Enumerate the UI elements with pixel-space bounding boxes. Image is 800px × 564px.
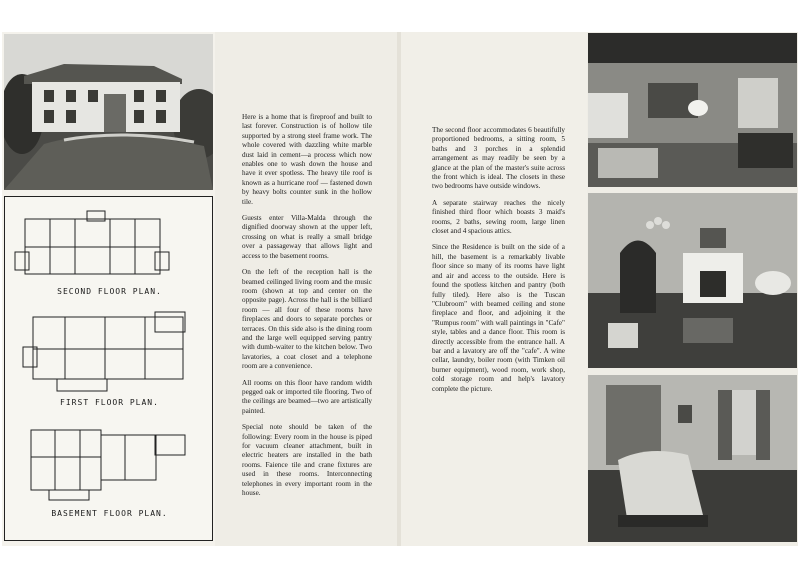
center-fold bbox=[397, 32, 401, 546]
first-floor-plan-label: FIRST FLOOR PLAN. bbox=[60, 398, 159, 407]
floor-plans bbox=[4, 196, 213, 541]
text-column-one bbox=[242, 113, 372, 505]
text-column-two bbox=[432, 126, 565, 401]
paragraph: All rooms on this floor have random width pegged oak or imported tile flooring. Two of the ceilings are beamed—two are artistically painted. bbox=[242, 378, 372, 415]
paragraph: On the left of the reception hall is the beamed ceilinged living room and the music room (shown at top and center on the opposite page). Across the hall is the billiard room — all four of these rooms have fireplaces and doors to separate porches or terraces. On this side also is the dining room and the large well equipped serving pantry with dumb-waiter to the kitchen below. Two lavatories, a coat closet and a telephone room are a convenience. bbox=[242, 268, 372, 371]
living-room-photo bbox=[588, 33, 797, 187]
paragraph: Special note should be taken of the following: Every room in the house is piped for vacuum cleaner attachment, built in electric heaters are installed in the bath rooms. Faience tile and crane fixtures are used in these rooms. Interconnecting telephones in every important room in the house. bbox=[242, 423, 372, 498]
basement-floor-plan-label: BASEMENT FLOOR PLAN. bbox=[51, 509, 168, 518]
house-exterior-photo bbox=[4, 34, 213, 190]
paragraph: Guests enter Villa-Malda through the dignified doorway shown at the upper left, crossing on what is really a small bridge over a passageway that allows light and access to the basement rooms. bbox=[242, 214, 372, 260]
paragraph: A separate stairway reaches the nicely finished third floor which boasts 3 maid's rooms, 2 baths, sewing room, large linen closet and 4 spacious attics. bbox=[432, 198, 565, 236]
music-room-photo bbox=[588, 193, 797, 368]
second-floor-plan-label: SECOND FLOOR PLAN. bbox=[57, 287, 162, 296]
bedroom-photo bbox=[588, 375, 797, 542]
paragraph: Since the Residence is built on the side of a hill, the basement is a remarkably livable floor since so many of its rooms have light and air and access to the outside. Here is found the spotless kitchen and pantry (both fully tiled). Here also is the Tuscan "Clubroom" with beamed ceiling and stone fireplace and floor, and adjoining it the "Rumpus room" with wall paintings in "Cafe" style, tables and a dance floor. This room is directly accessible from the entrance hall. A bar and a lavatory are off the "cafe". A wine cellar, laundry, boiler room (with Timken oil burner equipment), wood room, work shop, cold storage room and help's lavatory complete the picture. bbox=[432, 243, 565, 393]
paragraph: The second floor accommodates 6 beautifully proportioned bedrooms, a sitting room, 5 baths and 3 porches in a splendid arrangement as may readily be seen by a glance at the plan of the master's suite across the front which is ideal. The closets in these two bedrooms have outside windows. bbox=[432, 126, 565, 191]
paragraph: Here is a home that is fireproof and built to last forever. Construction is of hollow tile supported by a strong steel frame work. The whole covered with dazzling white marble dust laid in cement—a process which now enables one to wash down the house and have it ever spotless. The heavy tile roof is known as a hurricane roof — fastened down by heavy bolts counter sunk in the hollow tile. bbox=[242, 113, 372, 206]
